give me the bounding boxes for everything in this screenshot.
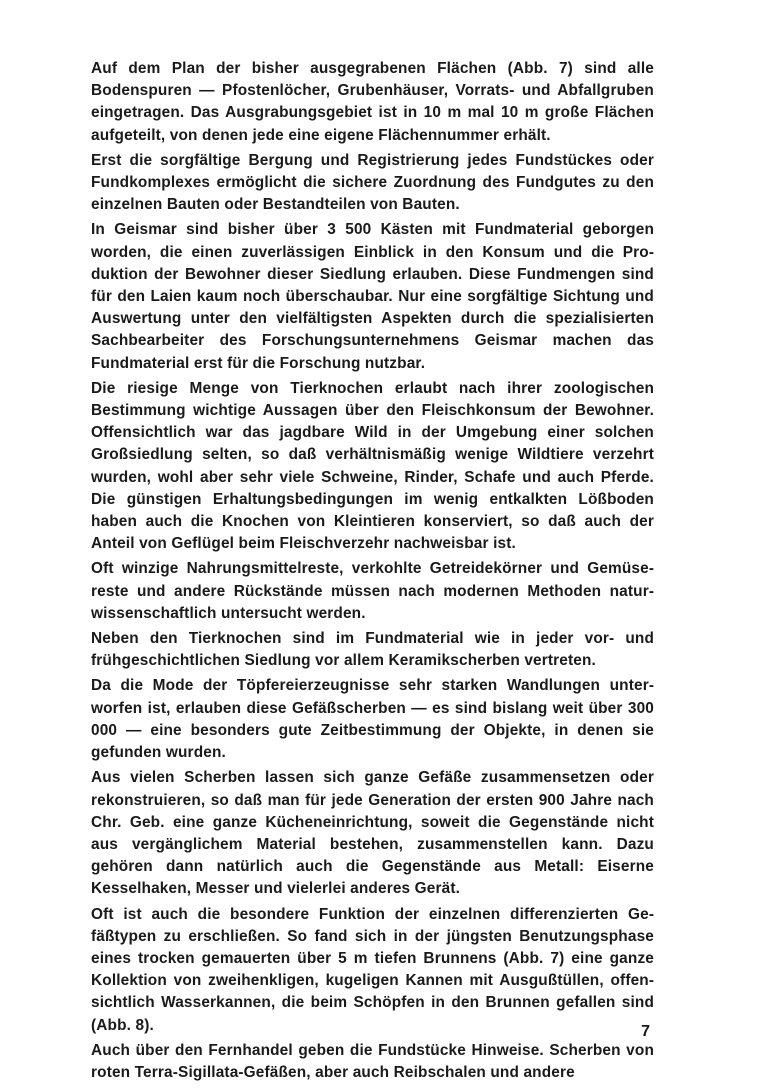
paragraph-fundmaterial: In Geismar sind bisher über 3 500 Kästen mit Fundmaterial geborgen worden, die einen zuverlässigen Einblick in den Konsum und die Produktion der Bewohner dieser Siedlung erlauben. Diese Fundmengen sind für den Laien kaum noch überschaubar. Nur eine sorgfältige Sichtung und Auswertung unter den vielfältigsten Aspekten durch die spezialisierten Sachbearbeiter des Forschungsunternehmens Geismar machen das Fundmaterial erst für die Forschung nutzbar. [91, 221, 654, 372]
paragraph-nahrungsmittelreste: Oft winzige Nahrungsmittelreste, verkohlte Getreidekörner und Gemüsereste und andere Rückstände müssen nach modernen Methoden naturwissenschaftlich untersucht werden. [91, 560, 654, 622]
paragraph-gefaesstypen: Oft ist auch die besondere Funktion der einzelnen differenzierten Gefäßtypen zu erschließen. So fand sich in der jüngsten Benutzungsphase eines trocken gemauerten über 5 m tiefen Brunnens (Abb. 7) eine ganze Kollektion von zweihenkligen, kugeligen Kannen mit Ausgußtüllen, offensichtlich Wasserkannen, die beim Schöpfen in den Brunnen gefallen sind (Abb. 8). [91, 905, 654, 1034]
body-text [91, 58, 654, 1087]
paragraph-fernhandel: Auch über den Fernhandel geben die Fundstücke Hinweise. Scherben von roten Terra-Sigillata-Gefäßen, aber auch Reibschalen und andere [91, 1041, 654, 1081]
paragraph-bergung: Erst die sorgfältige Bergung und Registrierung jedes Fundstückes oder Fundkomplexes ermöglicht die sichere Zuordnung des Fundgutes zu den einzelnen Bauten oder Bestandteilen von Bauten. [91, 151, 654, 214]
paragraph-plan: Auf dem Plan der bisher ausgegrabenen Flächen (Abb. 7) sind alle Bodenspuren — Pfostenlöcher, Grubenhäuser, Vorrats- und Abfallgruben eingetragen. Das Ausgrabungsgebiet ist in 10 m mal 10 m große Flächen aufgeteilt, von denen jede eine eigene Flächennummer erhält. [91, 60, 654, 144]
paragraph-gefaesse: Aus vielen Scherben lassen sich ganze Gefäße zusammensetzen oder rekonstruieren, so daß man für jede Generation der ersten 900 Jahre nach Chr. Geb. eine ganze Kücheneinrichtung, soweit die Gegenstände nicht aus vergänglichem Material bestehen, zusammenstellen kann. Dazu gehören dann natürlich auch die Gegenstände aus Metall: Eiserne Kesselhaken, Messer und vielerlei anderes Gerät. [91, 769, 654, 898]
paragraph-keramikscherben: Neben den Tierknochen sind im Fundmaterial wie in jeder vor- und frühgeschichtlichen Siedlung vor allem Keramikscherben vertreten. [91, 630, 654, 670]
paragraph-zeitbestimmung: Da die Mode der Töpfereierzeugnisse sehr starken Wandlungen unterworfen ist, erlauben diese Gefäßscherben — es sind bislang weit über 300 000 — eine besonders gute Zeitbestimmung der Objekte, in denen sie gefunden wurden. [91, 677, 654, 762]
page-number: 7 [641, 1023, 650, 1040]
paragraph-tierknochen: Die riesige Menge von Tierknochen erlaubt nach ihrer zoologischen Bestimmung wichtige Aussagen über den Fleischkonsum der Bewohner. Offensichtlich war das jagdbare Wild in der Umgebung einer solchen Großsiedlung selten, so daß verhältnismäßig wenige Wildtiere verzehrt wurden, wohl aber sehr viele Schweine, Rinder, Schafe und auch Pferde. Die günstigen Erhaltungsbedingungen im wenig entkalkten Lößboden haben auch die Knochen von Kleintieren konserviert, so daß auch der Anteil von Geflügel beim Fleischverzehr nachweisbar ist. [91, 379, 654, 553]
